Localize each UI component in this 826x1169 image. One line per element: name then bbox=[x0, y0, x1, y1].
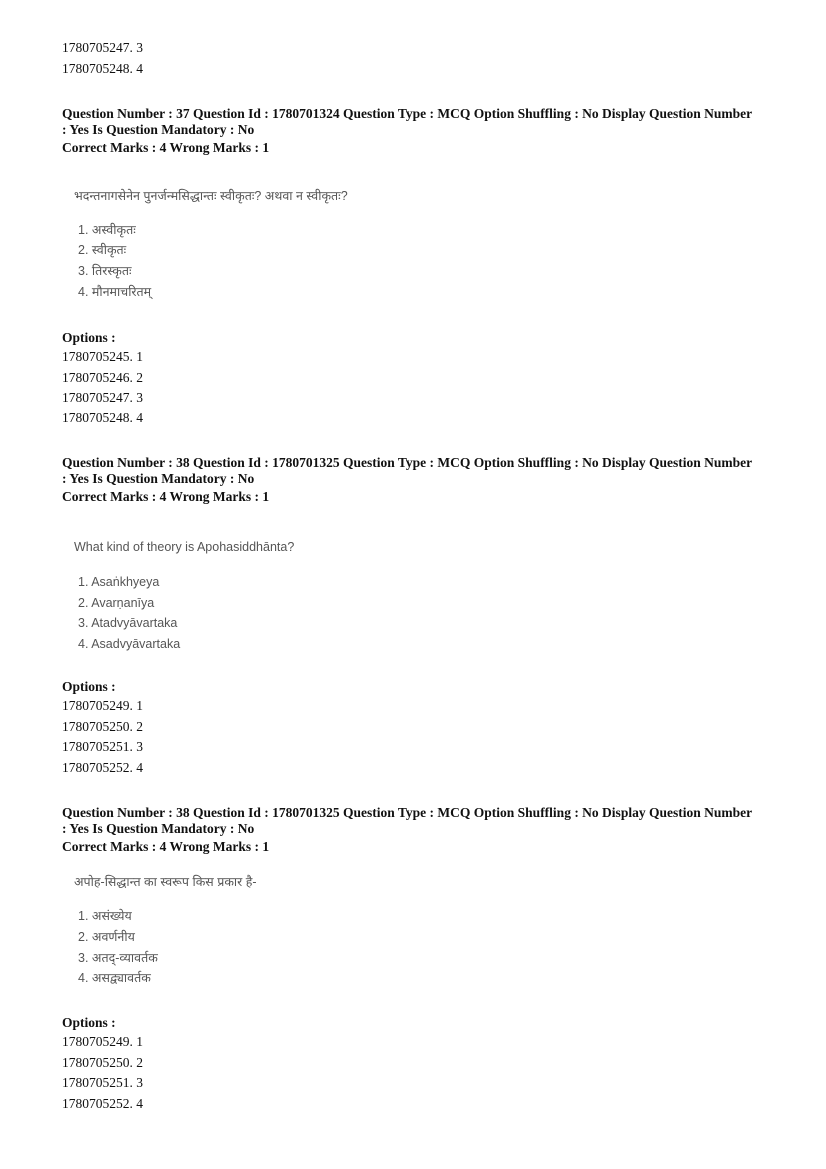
choice-item: 2. स्वीकृतः bbox=[78, 243, 127, 257]
choice-item: 4. मौनमाचरितम् bbox=[78, 285, 152, 299]
choice-item: 3. Atadvyāvartaka bbox=[78, 616, 178, 630]
option-line: 1780705245. 1 bbox=[62, 349, 143, 364]
question-header: Question Number : 38 Question Id : 1780701325 Question Type : MCQ Option Shuffling : No Display Question Number bbox=[62, 805, 753, 820]
option-line: 1780705249. 1 bbox=[62, 698, 143, 713]
question-marks: Correct Marks : 4 Wrong Marks : 1 bbox=[62, 140, 270, 155]
choice-item: 2. Avarṇanīya bbox=[78, 596, 155, 610]
choice-item: 1. अस्वीकृतः bbox=[78, 223, 136, 237]
option-line: 1780705248. 4 bbox=[62, 61, 143, 76]
question-image bbox=[74, 539, 374, 655]
choice-item: 4. Asadvyāvartaka bbox=[78, 637, 181, 651]
option-line: 1780705248. 4 bbox=[62, 410, 143, 425]
question-marks: Correct Marks : 4 Wrong Marks : 1 bbox=[62, 839, 270, 854]
question-image bbox=[74, 874, 374, 990]
choice-item: 3. अतद्-व्यावर्तक bbox=[78, 951, 158, 965]
choice-item: 4. असद्व्यावर्तक bbox=[78, 971, 151, 985]
question-header: Question Number : 38 Question Id : 1780701325 Question Type : MCQ Option Shuffling : No Display Question Number bbox=[62, 455, 753, 470]
question-marks: Correct Marks : 4 Wrong Marks : 1 bbox=[62, 489, 270, 504]
options-label: Options : bbox=[62, 679, 116, 694]
question-header: Question Number : 37 Question Id : 1780701324 Question Type : MCQ Option Shuffling : No Display Question Number bbox=[62, 106, 753, 121]
question-image bbox=[74, 188, 474, 308]
option-line: 1780705246. 2 bbox=[62, 370, 143, 385]
question-stem: What kind of theory is Apohasiddhānta? bbox=[74, 540, 295, 554]
choice-item: 3. तिरस्कृतः bbox=[78, 264, 132, 278]
choice-item: 2. अवर्णनीय bbox=[78, 930, 135, 944]
question-stem: भदन्तनागसेनेन पुनर्जन्मसिद्धान्तः स्वीकृतः? अथवा न स्वीकृतः? bbox=[74, 189, 348, 203]
option-line: 1780705252. 4 bbox=[62, 1096, 143, 1111]
option-line: 1780705247. 3 bbox=[62, 40, 143, 55]
question-header-cont: : Yes Is Question Mandatory : No bbox=[62, 122, 255, 137]
question-header-cont: : Yes Is Question Mandatory : No bbox=[62, 821, 255, 836]
option-line: 1780705247. 3 bbox=[62, 390, 143, 405]
question-stem: अपोह-सिद्धान्त का स्वरूप किस प्रकार है- bbox=[74, 875, 257, 889]
option-line: 1780705252. 4 bbox=[62, 760, 143, 775]
question-header-cont: : Yes Is Question Mandatory : No bbox=[62, 471, 255, 486]
choice-item: 1. Asaṅkhyeya bbox=[78, 575, 160, 589]
option-line: 1780705251. 3 bbox=[62, 1075, 143, 1090]
option-line: 1780705251. 3 bbox=[62, 739, 143, 754]
options-label: Options : bbox=[62, 330, 116, 345]
choice-item: 1. असंख्येय bbox=[78, 909, 132, 923]
option-line: 1780705249. 1 bbox=[62, 1034, 143, 1049]
options-label: Options : bbox=[62, 1015, 116, 1030]
option-line: 1780705250. 2 bbox=[62, 1055, 143, 1070]
option-line: 1780705250. 2 bbox=[62, 719, 143, 734]
